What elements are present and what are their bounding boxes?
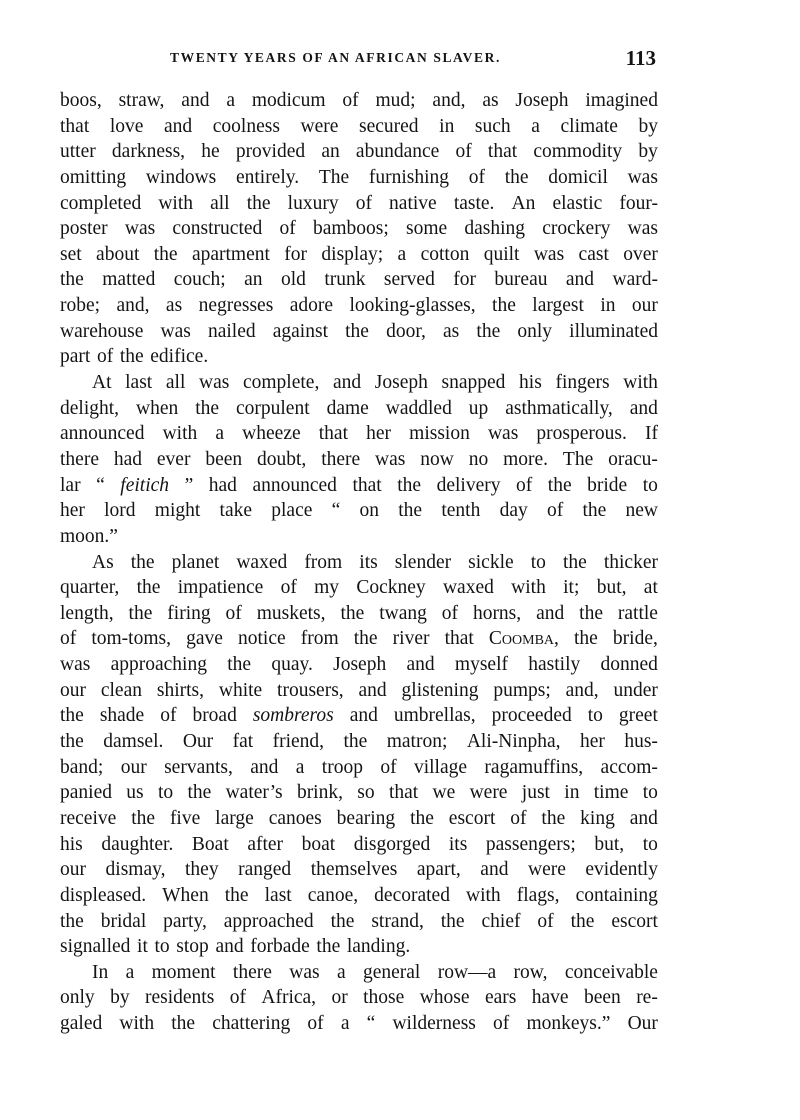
text-line: panied us to the water’s brink, so that we were just in time to [60,782,658,804]
text-line: band; our servants, and a troop of village ragamuffins, accom- [60,756,658,778]
text-line: utter darkness, he provided an abundance of that commodity by [60,141,658,163]
text-line: receive the five large canoes bearing the escort of the king and [60,807,658,829]
page-number: 113 [625,46,656,70]
text-line: delight, when the corpulent dame waddled up asthmatically, and [60,397,658,419]
text-line: displeased. When the last canoe, decorated with flags, containing [60,884,658,906]
text-line: robe; and, as negresses adore looking-glasses, the largest in our [60,295,658,317]
text-line: omitting windows entirely. The furnishing of the domicil was [60,166,658,188]
text-line: length, the firing of muskets, the twang of horns, and the rattle [60,602,658,624]
text-line: At last all was complete, and Joseph snapped his fingers with [92,372,658,394]
text-line: was approaching the quay. Joseph and myself hastily donned [60,654,658,676]
text-line: quarter, the impatience of my Cockney waxed with it; but, at [60,577,658,599]
text-line: moon.” [60,525,118,547]
text-line: his daughter. Boat after boat disgorged its passengers; but, to [60,833,658,855]
running-title: TWENTY YEARS OF AN AFRICAN SLAVER. [170,50,501,65]
text-line: the matted couch; an old trunk served for bureau and ward- [60,269,658,291]
text-line: announced with a wheeze that her mission was prosperous. If [60,423,658,445]
text-line: poster was constructed of bamboos; some dashing crockery was [60,218,658,240]
text-line: there had ever been doubt, there was now no more. The oracu- [60,448,658,470]
text-line: the shade of broad sombreros and umbrellas, proceeded to greet [60,705,658,727]
text-line: only by residents of Africa, or those whose ears have been re- [60,987,658,1009]
text-line: the damsel. Our fat friend, the matron; Ali-Ninpha, her hus- [60,731,658,753]
running-head [60,46,658,76]
text-line: our dismay, they ranged themselves apart, and were evidently [60,859,658,881]
text-line: her lord might take place “ on the tenth day of the new [60,500,658,522]
text-line: of tom-toms, gave notice from the river that Coomba, the bride, [60,628,658,650]
text-line: our clean shirts, white trousers, and glistening pumps; and, under [60,679,658,701]
text-line: set about the apartment for display; a cotton quilt was cast over [60,243,658,265]
text-line: galed with the chattering of a “ wilderness of monkeys.” Our [60,1013,658,1035]
text-line: that love and coolness were secured in such a climate by [60,115,658,137]
text-line: boos, straw, and a modicum of mud; and, as Joseph imagined [60,90,658,111]
text-line: part of the edifice. [60,346,209,368]
text-line: signalled it to stop and forbade the landing. [60,936,411,958]
text-line: the bridal party, approached the strand, the chief of the escort [60,910,658,932]
body-text [60,88,658,1037]
text-line: As the planet waxed from its slender sickle to the thicker [92,551,658,573]
text-line: In a moment there was a general row—a row, conceivable [92,961,658,983]
text-line: warehouse was nailed against the door, as the only illuminated [60,320,658,342]
text-line: completed with all the luxury of native taste. An elastic four- [60,192,658,214]
text-line: lar “ feitich ” had announced that the delivery of the bride to [60,474,658,496]
